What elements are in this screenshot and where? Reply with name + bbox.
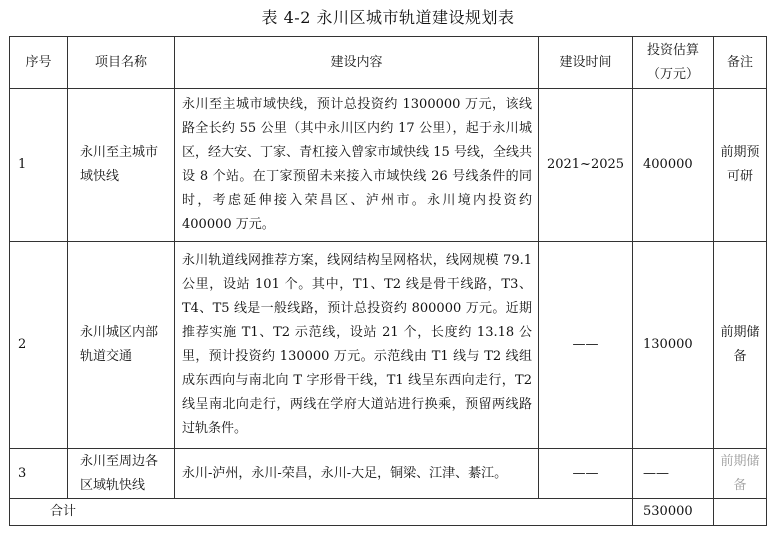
total-row: [10, 499, 767, 526]
row-period: ——: [539, 242, 633, 449]
row-investment: ——: [633, 449, 714, 499]
row-note: 前期储备: [714, 449, 767, 499]
row-content: 永川至主城市域快线，预计总投资约 1300000 万元，该线路全长约 55 公里（其中永川区内约 17 公里），起于永川城区，经大安、丁家、青杠接入曾家市域快线 15 号线，全线共设 8 个站。在丁家预留未来接入市域快线 26 号线条件的同时，考虑延伸接入荣昌区、泸州市。永川境内投资约 400000 万元。: [175, 89, 539, 242]
row-content: 永川轨道线网推荐方案，线网结构呈网格状，线网规模 79.1 公里，设站 101 个。其中，T1、T2 线是骨干线路，T3、T4、T5 线是一般线路，预计总投资约 800000 万元。近期推荐实施 T1、T2 示范线，设站 21 个，长度约 13.18 公里，预计投资约 130000 万元。示范线由 T1 线与 T2 线组成东西向与南北向 T 字形骨干线，T1 线呈东西向走行，T2 线呈南北向走行，两线在学府大道站进行换乘，预留两线路过轨条件。: [175, 242, 539, 449]
table-row: [10, 89, 767, 242]
table-row: [10, 242, 767, 449]
row-name: 永川城区内部轨道交通: [68, 242, 175, 449]
header-row: [10, 37, 767, 89]
table-title: 表 4-2 永川区城市轨道建设规划表: [261, 8, 515, 27]
row-content: 永川-泸州，永川-荣昌，永川-大足，铜梁、江津、綦江。: [175, 449, 539, 499]
row-seq: 2: [10, 242, 68, 449]
total-investment: 530000: [633, 499, 714, 526]
header-investment: 投资估算（万元）: [633, 37, 714, 89]
planning-table: [9, 36, 767, 526]
row-period: ——: [539, 449, 633, 499]
total-label: 合计: [10, 499, 633, 526]
table-row: [10, 449, 767, 499]
row-name: 永川至周边各区域轨快线: [68, 449, 175, 499]
row-period: 2021~2025: [539, 89, 633, 242]
header-name: 项目名称: [68, 37, 175, 89]
total-note: [714, 499, 767, 526]
header-content: 建设内容: [175, 37, 539, 89]
header-period: 建设时间: [539, 37, 633, 89]
row-name: 永川至主城市域快线: [68, 89, 175, 242]
row-note: 前期储备: [714, 242, 767, 449]
row-seq: 3: [10, 449, 68, 499]
row-note: 前期预可研: [714, 89, 767, 242]
row-investment: 130000: [633, 242, 714, 449]
header-seq: 序号: [10, 37, 68, 89]
row-investment: 400000: [633, 89, 714, 242]
row-seq: 1: [10, 89, 68, 242]
header-note: 备注: [714, 37, 767, 89]
